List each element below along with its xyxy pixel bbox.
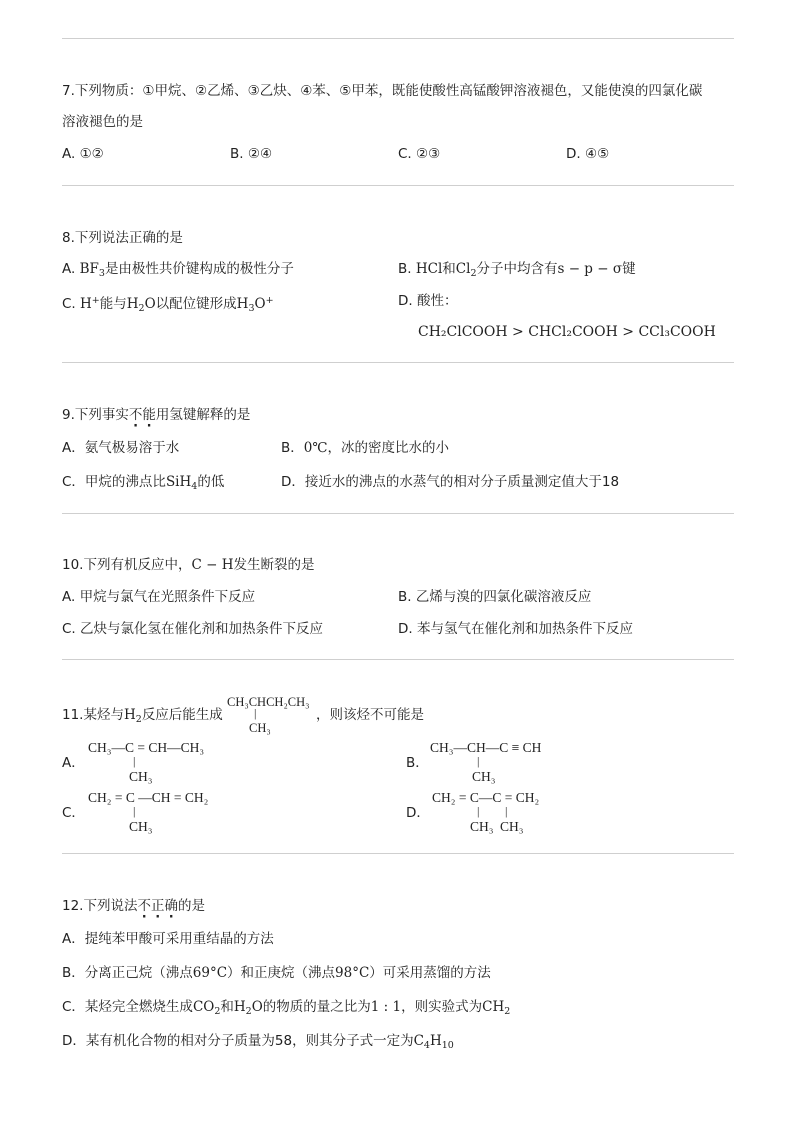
q12-option-a: A．提纯苯甲酸可采用重结晶的方法: [62, 931, 274, 947]
q11-a-main: CH₃—C = CH—CH₃: [88, 740, 205, 755]
q8-b-and: 和: [442, 261, 456, 277]
q8-a-bf: BF: [79, 261, 99, 277]
q12-c-co2-sub: 2: [214, 1006, 221, 1017]
q12-c-h2o-sub: 2: [245, 1006, 252, 1017]
q8-c-plus: +: [91, 295, 100, 306]
q11-product-bond: |: [254, 706, 257, 720]
q11-b-bond: |: [477, 754, 480, 768]
q12-stem-emph-2: 正: [150, 898, 165, 914]
q11-d-branch-2: CH₃: [500, 819, 524, 834]
q9-c-post: 的低: [197, 474, 225, 490]
q10-stem-post: 发生断裂的是: [233, 557, 315, 573]
separator-11-12: [62, 853, 734, 854]
q8-c-text2: 以配位键形成: [155, 296, 237, 312]
q11-stem-h: H: [123, 707, 136, 723]
q9-c-si: SiH: [165, 474, 192, 490]
q8-b-cl2: [456, 261, 477, 277]
q8-c-text1: 能与: [99, 296, 127, 312]
q11-stem-sub: 2: [135, 714, 142, 725]
q11-product-main: CH₃CHCH₂CH₃: [227, 695, 310, 709]
q12-option-c: [62, 998, 510, 1021]
q8-c-h2o-sub: 2: [138, 303, 145, 314]
q8-option-b: [398, 260, 636, 283]
q12-c-co2: [193, 999, 220, 1015]
q11-b-label: B．: [406, 755, 429, 771]
q8-c-h3o-plus: +: [265, 295, 274, 306]
q8-c-hydronium: [237, 296, 274, 312]
q12-c-water: [234, 999, 263, 1015]
q11-b-branch: CH₃: [472, 769, 496, 784]
q9-option-a: A．氨气极易溶于水: [62, 440, 180, 456]
q11-c-main: CH₂ = C —CH = CH₂: [88, 790, 209, 805]
q8-b-hcl: HCl: [415, 261, 443, 277]
q8-a-sub: 3: [98, 268, 105, 279]
q11-d-label: D．: [406, 805, 430, 821]
q8-b-cl: Cl: [455, 261, 471, 277]
q9-stem-pre: 9.下列事实: [62, 407, 129, 423]
q8-b-label: B.: [398, 261, 412, 277]
q9-b-text: ，冰的密度比水的小: [327, 440, 449, 456]
q12-d-pre: D．某有机化合物的相对分子质量为58，则其分子式一定为: [62, 1033, 414, 1049]
q7-option-b: B. ②④: [230, 146, 273, 162]
q10-option-d: D. 苯与氢气在催化剂和加热条件下反应: [398, 621, 633, 637]
q12-d-c: C: [413, 1033, 424, 1049]
q12-c-o: O: [251, 999, 263, 1015]
q12-d-c-sub: 4: [423, 1040, 430, 1051]
q8-a-formula: [80, 261, 105, 277]
q12-c-formula: [482, 999, 510, 1015]
q9-c-sub: 4: [191, 481, 198, 492]
q8-option-d: D. 酸性：: [398, 293, 458, 309]
q12-c-mid: 的物质的量之比为: [262, 999, 371, 1015]
q12-b-pre: B．分离正己烷（沸点: [62, 965, 193, 981]
q12-c-and: 和: [220, 999, 234, 1015]
q11-c-branch: CH₃: [129, 819, 153, 834]
q12-b-mid: ）和正庚烷（沸点: [227, 965, 336, 981]
q8-c-h2o-h: H: [126, 296, 139, 312]
separator-10-11: [62, 659, 734, 660]
q8-c-h3o-sub: 3: [248, 303, 255, 314]
q11-b-main: CH₃—CH—C ≡ CH: [430, 740, 542, 755]
q9-stem-post: 用氢键解释的是: [155, 407, 251, 423]
q11-c-label: C．: [62, 805, 85, 821]
q8-a-text: 是由极性共价键构成的极性分子: [104, 261, 294, 277]
q10-option-a: A. 甲烷与氯气在光照条件下反应: [62, 589, 256, 605]
q8-option-a: [62, 260, 294, 283]
q7-option-c: C. ②③: [398, 146, 441, 162]
q8-c-h2o-o: O: [144, 296, 156, 312]
q8-c-h: H: [80, 296, 92, 312]
q11-d-bond-1: |: [477, 804, 480, 818]
q11-stem-mid: 反应后能生成: [141, 707, 223, 723]
separator-8-9: [62, 362, 734, 363]
q11-d-bond-2: |: [505, 804, 508, 818]
q9-option-c: [62, 473, 224, 496]
q8-option-c: [62, 292, 274, 318]
q8-b-bond: s − p − σ: [557, 261, 623, 277]
q12-c-ratio: 1 : 1: [370, 999, 402, 1015]
q12-stem-pre: 12.下列说法: [62, 898, 138, 914]
q11-stem-post: ，则该烃不可能是: [316, 707, 424, 723]
q11-product-branch: CH₃: [249, 721, 271, 735]
q12-c-post: ，则实验式为: [401, 999, 483, 1015]
q12-stem-emph-3: 确: [164, 898, 178, 914]
q12-stem: [62, 897, 205, 915]
q12-c-pre: C．某烃完全燃烧生成: [62, 999, 193, 1015]
q8-a-label: A.: [62, 261, 76, 277]
q12-b-post: ）可采用蒸馏的方法: [369, 965, 491, 981]
q7-option-a: A. ①②: [62, 146, 104, 162]
q8-c-hplus: [80, 296, 100, 312]
q7-stem-line2: 溶液褪色的是: [62, 114, 143, 130]
q11-stem-lead: [62, 706, 223, 729]
q9-c-pre: C．甲烷的沸点比: [62, 474, 166, 490]
q8-d-formula: CH₂ClCOOH > CHCl₂COOH > CCl₃COOH: [418, 324, 716, 340]
q12-option-d: [62, 1032, 454, 1055]
q10-stem: [62, 556, 314, 574]
q10-stem-bond: C − H: [191, 557, 234, 573]
q9-stem-emph-2: 能: [142, 407, 156, 423]
q7-option-d: D. ④⑤: [566, 146, 610, 162]
q8-c-label: C.: [62, 296, 76, 312]
q12-d-h-sub: 10: [441, 1040, 454, 1051]
q9-stem: [62, 406, 250, 424]
q11-stem-pre: 11.某烃与: [62, 707, 124, 723]
q12-stem-post: 的是: [177, 898, 205, 914]
q9-c-formula: [166, 474, 197, 490]
q8-c-h3o-h: H: [236, 296, 249, 312]
q11-a-label: A．: [62, 755, 85, 771]
q11-a-bond: |: [133, 754, 136, 768]
q9-b-label: B．: [281, 440, 304, 456]
q11-d-main: CH₂ = C—C = CH₂: [432, 790, 540, 805]
q12-option-b: [62, 964, 491, 982]
q12-c-ch-sub: 2: [504, 1006, 511, 1017]
q8-b-sub: 2: [470, 268, 477, 279]
q12-b-t1: 69°C: [192, 965, 228, 981]
q9-b-temp: 0℃: [303, 440, 328, 456]
q9-stem-emph-1: 不: [128, 407, 143, 423]
q9-option-d: D．接近水的沸点的水蒸气的相对分子质量测定值大于18: [281, 474, 620, 490]
q10-stem-pre: 10.下列有机反应中，: [62, 557, 192, 573]
q7-stem-line1: 7.下列物质：①甲烷、②乙烯、③乙炔、④苯、⑤甲苯，既能使酸性高锰酸钾溶液褪色，又能使溴的四氯化碳: [62, 83, 703, 99]
q9-option-b: [281, 439, 449, 457]
q10-option-b: B. 乙烯与溴的四氯化碳溶液反应: [398, 589, 592, 605]
q8-b-end: 键: [622, 261, 636, 277]
q11-c-bond: |: [133, 804, 136, 818]
separator-9-10: [62, 513, 734, 514]
q12-c-h: H: [233, 999, 246, 1015]
q8-c-h3o-o: O: [254, 296, 266, 312]
q12-d-h: H: [429, 1033, 442, 1049]
q10-option-c: C. 乙炔与氯化氢在催化剂和加热条件下反应: [62, 621, 324, 637]
q11-a-branch: CH₃: [129, 769, 153, 784]
separator-7-8: [62, 185, 734, 186]
separator-top: [62, 38, 734, 39]
q8-stem: 8.下列说法正确的是: [62, 230, 183, 246]
q8-c-water: [127, 296, 156, 312]
q12-stem-emph-1: 不: [137, 898, 151, 914]
q12-c-ch: CH: [482, 999, 505, 1015]
q12-b-t2: 98°C: [335, 965, 370, 981]
q12-d-formula: [414, 1033, 454, 1049]
q11-d-branch-1: CH₃: [470, 819, 494, 834]
q12-c-co: CO: [192, 999, 215, 1015]
q8-b-text: 分子中均含有: [476, 261, 558, 277]
q11-stem-h2: [124, 707, 142, 723]
